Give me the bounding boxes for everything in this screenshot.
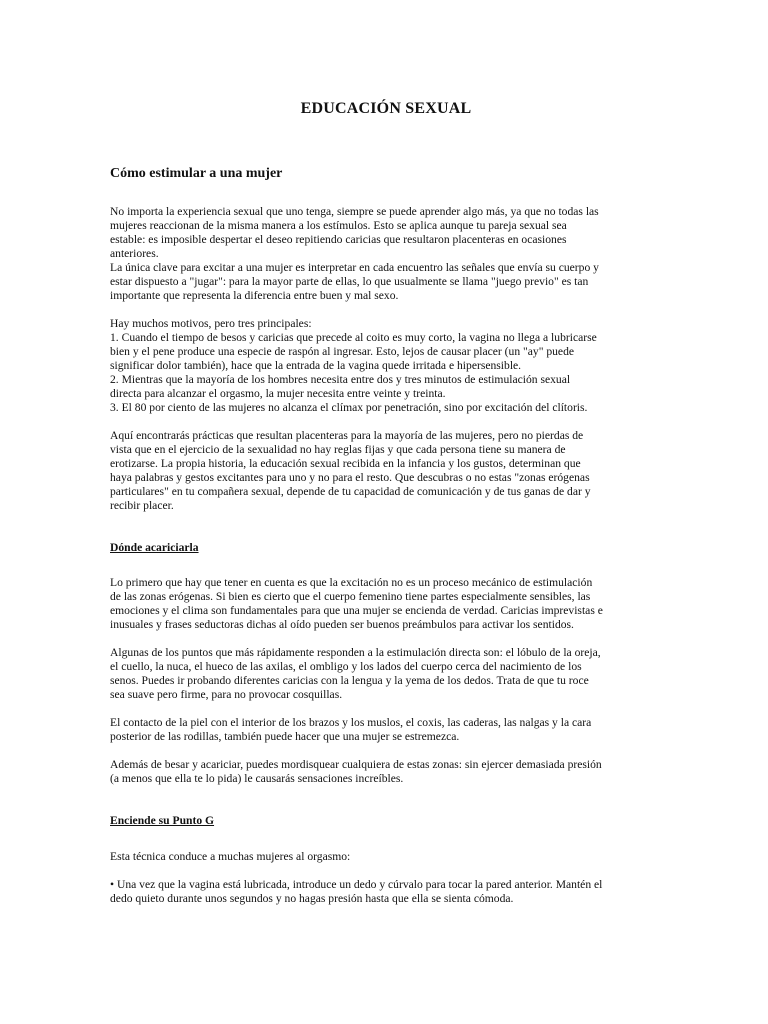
text-line: haya palabras y gestos excitantes para uno y no para el resto. Que descubras o no estas "zonas erógenas <box>110 471 590 484</box>
document-title: EDUCACIÓN SEXUAL <box>300 100 472 117</box>
text-line: emociones y el clima son fundamentales para que una mujer se encienda de verdad. Caricias imprevistas e <box>110 604 603 617</box>
text-line: dedo quieto durante unos segundos y no hagas presión hasta que ella se sienta cómoda. <box>110 892 514 905</box>
text-line: 1. Cuando el tiempo de besos y caricias que precede al coito es muy corto, la vagina no llega a lubricarse <box>110 331 597 344</box>
text-line: 2. Mientras que la mayoría de los hombres necesita entre dos y tres minutos de estimulación sexual <box>110 373 571 386</box>
text-line: senos. Puedes ir probando diferentes caricias con la lengua y la yema de los dedos. Trata de que tu roce <box>110 674 589 687</box>
text-line: Algunas de los puntos que más rápidamente responden a la estimulación directa son: el lóbulo de la oreja, <box>110 646 601 659</box>
text-line: de las zonas erógenas. Si bien es cierto que el cuerpo femenino tiene partes especialmente sensibles, las <box>110 590 591 603</box>
text-line: sea suave pero firme, para no provocar cosquillas. <box>110 688 343 701</box>
text-line: Lo primero que hay que tener en cuenta es que la excitación no es un proceso mecánico de estimulación <box>110 576 593 589</box>
text-line: Esta técnica conduce a muchas mujeres al orgasmo: <box>110 850 351 863</box>
text-line: el cuello, la nuca, el hueco de las axilas, el ombligo y los lados del cuerpo cerca del nacimiento de los <box>110 660 582 673</box>
text-line: El contacto de la piel con el interior de los brazos y los muslos, el coxis, las caderas, las nalgas y la cara <box>110 716 592 729</box>
text-line: posterior de las rodillas, también puede hacer que una mujer se estremezca. <box>110 730 460 743</box>
text-line: bien y el pene produce una especie de raspón al ingresar. Esto, lejos de causar placer (un "ay" puede <box>110 345 575 358</box>
text-line: estar dispuesto a "jugar": para la mayor parte de ellas, lo que usualmente se llama "juego previo" es tan <box>110 275 589 288</box>
section-heading-donde-acariciarla: Dónde acariciarla <box>110 541 199 554</box>
reasons-paragraph <box>110 317 662 415</box>
text-line: Aquí encontrarás prácticas que resultan placenteras para la mayoría de las mujeres, pero no pierdas de <box>110 429 584 442</box>
text-line: 3. El 80 por ciento de las mujeres no alcanza el clímax por penetración, sino por excitación del clítoris. <box>110 401 588 414</box>
text-line: erotizarse. La propia historia, la educación sexual recibida en la infancia y los gustos, determinan que <box>110 457 581 470</box>
text-line: vista que en el ejercicio de la sexualidad no hay reglas fijas y que cada persona tiene su manera de <box>110 443 566 456</box>
section2-paragraph-1 <box>110 850 662 864</box>
text-line: importante que representa la diferencia entre buen y mal sexo. <box>110 289 399 302</box>
practices-paragraph <box>110 429 662 513</box>
section-heading-enciende-su-punto-g: Enciende su Punto G <box>110 814 215 827</box>
text-line: anteriores. <box>110 247 159 260</box>
text-line: • Una vez que la vagina está lubricada, introduce un dedo y cúrvalo para tocar la pared anterior. Mantén el <box>110 878 603 891</box>
intro-paragraph <box>110 205 662 303</box>
section1-paragraph-3 <box>110 716 662 744</box>
text-line: mujeres reaccionan de la misma manera a los estímulos. Esto se aplica aunque tu pareja sexual sea <box>110 219 567 232</box>
text-line: directa para alcanzar el orgasmo, la mujer necesita entre veinte y treinta. <box>110 387 446 400</box>
text-line: (a menos que ella te lo pida) le causarás sensaciones increíbles. <box>110 772 404 785</box>
text-line: recibir placer. <box>110 499 174 512</box>
section1-paragraph-2 <box>110 646 662 702</box>
text-line: estable: es imposible despertar el deseo repitiendo caricias que resultaron placenteras en ocasiones <box>110 233 567 246</box>
section1-paragraph-1 <box>110 576 662 632</box>
text-line: La única clave para excitar a una mujer es interpretar en cada encuentro las señales que envía su cuerpo y <box>110 261 599 274</box>
document-subtitle: Cómo estimular a una mujer <box>110 166 283 181</box>
text-line: Además de besar y acariciar, puedes mordisquear cualquiera de estas zonas: sin ejercer demasiada presión <box>110 758 602 771</box>
section1-paragraph-4 <box>110 758 662 786</box>
text-line: significar dolor también), hace que la entrada de la vagina quede irritada e hipersensible. <box>110 359 522 372</box>
section2-paragraph-2 <box>110 878 662 906</box>
text-line: particulares" en tu compañera sexual, depende de tu capacidad de comunicación y de tus ganas de dar y <box>110 485 591 498</box>
text-line: inusuales y frases seductoras dichas al oído pueden ser buenos preámbulos para activar los sentidos. <box>110 618 574 631</box>
text-line: Hay muchos motivos, pero tres principales: <box>110 317 312 330</box>
text-line: No importa la experiencia sexual que uno tenga, siempre se puede aprender algo más, ya que no todas las <box>110 205 599 218</box>
